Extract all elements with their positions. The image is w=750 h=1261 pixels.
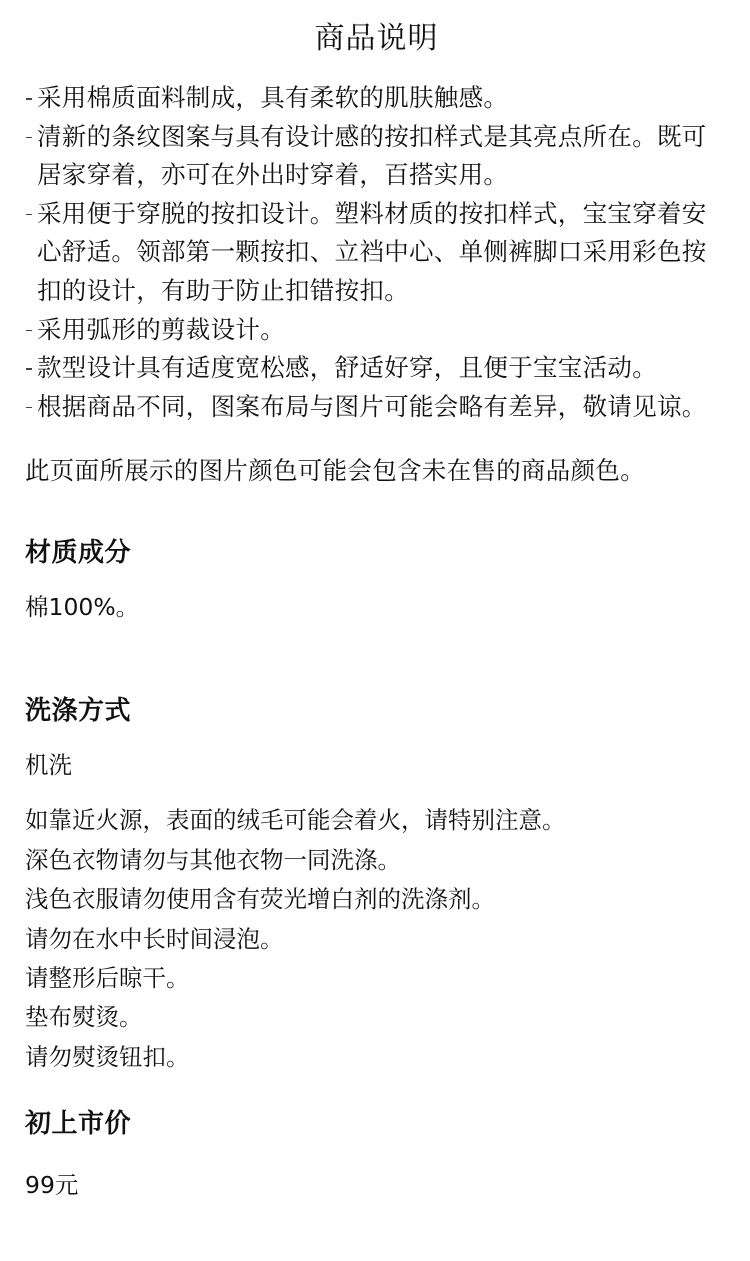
washing-heading: 洗涤方式 [25,696,132,727]
feature-list [25,79,728,426]
care-note: 垫布熨烫。 [25,1003,143,1032]
care-note: 请勿在水中长时间浸泡。 [25,924,284,953]
feature-item: 款型设计具有适度宽松感，舒适好穿，且便于宝宝活动。 [25,349,728,388]
care-note: 请勿熨烫钮扣。 [25,1042,190,1071]
feature-item: 采用便于穿脱的按扣设计。塑料材质的按扣样式，宝宝穿着安心舒适。领部第一颗按扣、立裆中心、单侧裤脚口采用彩色按扣的设计，有助于防止扣错按扣。 [25,195,728,311]
care-instructions [25,801,728,1077]
care-note: 浅色衣服请勿使用含有荧光增白剂的洗涤剂。 [25,885,495,914]
feature-item: 采用弧形的剪裁设计。 [25,311,728,350]
material-value: 棉100%。 [25,593,140,622]
color-disclaimer: 此页面所展示的图片颜色可能会包含未在售的商品颜色。 [25,456,645,486]
material-heading: 材质成分 [25,538,132,569]
washing-method: 机洗 [25,751,72,780]
feature-item: 根据商品不同，图案布局与图片可能会略有差异，敬请见谅。 [25,388,728,427]
feature-item: 采用棉质面料制成，具有柔软的肌肤触感。 [25,79,728,118]
price-heading: 初上市价 [25,1109,132,1140]
care-note: 请整形后晾干。 [25,963,190,992]
care-note: 深色衣物请勿与其他衣物一同洗涤。 [25,845,401,874]
feature-item: 清新的条纹图案与具有设计感的按扣样式是其亮点所在。既可居家穿着，亦可在外出时穿着，百搭实用。 [25,118,728,195]
care-note: 如靠近火源，表面的绒毛可能会着火，请特别注意。 [25,806,566,835]
price-value: 99元 [25,1171,79,1200]
page-title: 商品说明 [314,21,439,56]
